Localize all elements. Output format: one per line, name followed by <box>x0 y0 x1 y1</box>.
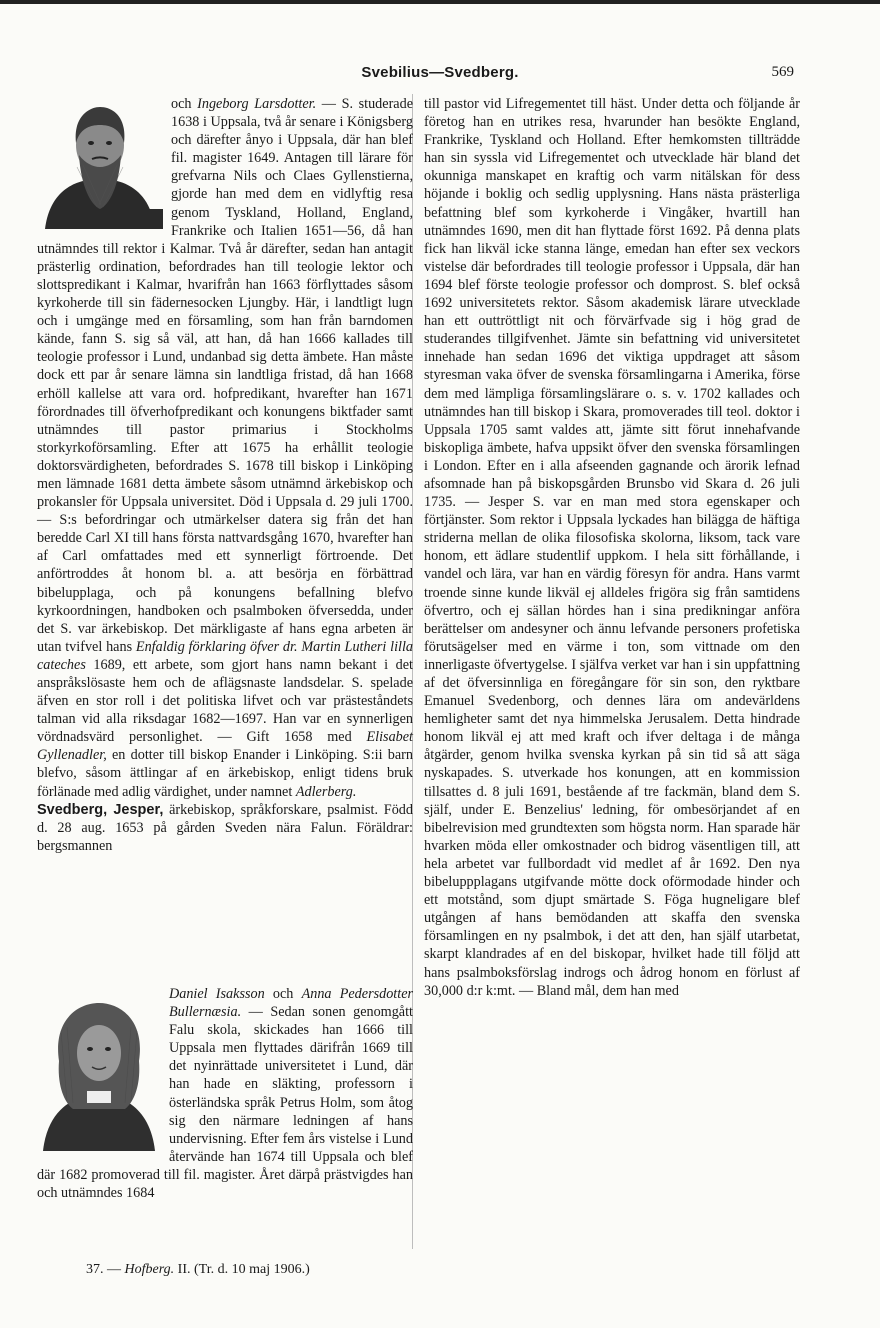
right-column-text: till pastor vid Lifregementet till häst. Under detta och följande år företog han en utrikes resa, hvarunder han besökte England, Frankrike, Tyskland och Holland. Efter hemkomsten tillträdde han sin syssla vid Lifregementet och utvecklade här bland det okunniga manskapet en kraftig och varm nitälskan för dess höjande i boklig och sedlig upplysning. Hans nästa prästerliga befattning blef som kyrkoherde i Vingåker, hvartill han utnämndes 1690, men dit han flyttade först 1692. På denna plats fick han likväl icke stanna länge, emedan han efter sex veckors vistelse där befordrades till teologie professor i Uppsala, där han 1694 blef förste teologie professor och domprost. S. blef också 1692 universitetets rektor. Såsom akademisk lärare utvecklade han ett outtröttligt nit och förvärfvade sig i hög grad de studerandes tillgifvenhet. Jämte sin befattning vid universitetet innehade han sedan 1696 det viktiga uppdraget att såsom styresman vaka öfver de svenska församlingarna i Amerika, förse dem med lämpliga församlingslärare o. s. v. 1702 kallades och utnämndes han till biskop i Skara, promoverades till teol. doktor i Uppsala 1705 samt valdes att, jämte sitt förut innehafvande biskopliga ämbete, hafva uppsikt öfver den svenska församlingen i London. Efter en i alla afseenden gagnande och ärorik lefnad afsomnade han på biskopsgården Brunsbo vid Skara d. 26 juli 1735. — Jesper S. var en man med stora egenskaper och förtjänster. Som rektor i Uppsala lyckades han bilägga de häftiga striderna mellan de olika filosofiska skolorna, liksom, tack vare honom, ett ädlare studentlif uppkom. I hela sitt förhållande, i vandel och lära, var han en värdig föresyn för andra. Hans varmt troende sinne kunde likväl ej alldeles frigöra sig från samtidens öfvertro, och ej sällan hördes han i sina predikningar anföra berättelser om andesyner och ännu lefvande personers profetiska förutsägelser med en värme i ton, som vittnade om den innerligaste öfvertygelse. I själfva verket var han i sin uppfattning af det öfversinnliga en föregångare för sin son, den ryktbare Emanuel Svedenborg, och dennes lära om andevärldens hemligheter samt det nya himmelska Jerusalem. Detta hindrade honom likväl ej att med kraft och ifver deltaga i de många åtgärder, genom hvilka svenska kyrkan på sin tid så att säga nyskapades. S. utverkade hos konungen, att en kommission tillsattes d. 8 juli 1691, bestående af tre fackmän, bland dem S. själf, under E. Benzelius' ledning, för ombesörjandet af en bibelrevision med grundtexten som högsta norm. Han sparade här hvarken möda eller omkostnader och bidrog väsentligen till, att hela arbetet var fullbordadt vid medlet af år 1692. Den nya bibeluppplagans utgifvande mötte dock oförmodade hinder och ett motstånd, som djupt smärtade S. Föga hugneligare blef utgången af hans bemödanden att skaffa den svenska församlingen en ny psalmbok, i det att den, han själf utarbetat, skarpt klandrades af en del biskopar, hvilket hade till följd att hans psalmboksförslag indrogs och ådrog honom en förlust af 30,000 d:r k:mt. — Bland mål, dem han med <box>424 96 800 999</box>
right-column <box>424 95 800 1000</box>
top-border-rule <box>0 0 880 4</box>
work-title: Enfaldig förklaring öfver dr. Martin Lutheri lilla cateches <box>37 638 414 673</box>
page-title: Svebilius—Svedberg. <box>361 64 519 81</box>
left-column <box>37 95 413 855</box>
name-elisabet: Elisabet Gyllenadler, <box>37 729 413 764</box>
name-ingeborg: Ingeborg Larsdotter. <box>197 96 317 112</box>
portrait-engraving-1-icon <box>37 97 163 229</box>
name-adlerberg: Adlerberg. <box>295 783 357 800</box>
portrait-engraving-2-icon <box>37 991 161 1151</box>
printer-signature: 37. — Hofberg. II. (Tr. d. 10 maj 1906.) <box>86 1262 310 1277</box>
entry-svedberg-text: Svedberg, Jesper, ärkebiskop, språkforskare, psalmist. Född d. 28 aug. 1653 på gården Sveden nära Falun. Föräldrar: bergsmannen <box>37 801 413 854</box>
page-number: 569 <box>771 64 794 80</box>
left-column-lower <box>37 985 413 1202</box>
entry-svebilius-text: och Ingeborg Larsdotter. — S. studerade 1638 i Uppsala, två år senare i Königsberg och därefter ånyo i Uppsala, där han blef fil. magister 1649. Antagen till lärare för grefvarna Nils och Claes Gyllenstierna, gjorde han med dem en vidlyftig resa genom Tyskland, Holland, England, Frankrike och Italien 1651—56, då han utnämndes till rektor i Kalmar. Två år därefter, sedan han antagit prästerlig ordination, befordrades han till teologie lektor och slottspredikant i Kalmar, hvarifrån han 1663 förflyttades såsom kyrkoherde till sin fädernesocken Ljungby. Här, i landtligt lugn och i umgänge med en församling, som han från barndomen kände, fann S. sig så väl, att han, då han 1666 kallades till teologie professor i Lund, undanbad sig detta ämbete. Han måste dock ett par år senare lämna sin landtliga fristad, då han 1668 erhöll kallelse att vara ord. hofpredikant, hvarefter han 1671 förordnades till öfverhofpredikant och konungens biktfader samt utnämndes till pastor primarius i Stockholms storkyrkoförsamling. Efter att 1675 ha erhållit teologie doktorsvärdigheten, befordrades S. 1678 till biskop i Linköping men lämnade 1681 detta ämbete såsom utnämnd ärkebiskop och prokansler för Uppsala universitet. Död i Uppsala d. 29 juli 1700. — S:s befordringar och utmärkelser datera sig från det han beredde Carl XI till hans första nattvardsgång 1670, hvarefter han af Carl omfattades med ett synnerligt förtroende. Det anförtroddes åt honom bl. a. att besörja en förbättrad bibelupplaga, och på konungens befallning blefvo kyrkoordningen, handboken och psalmboken öfversedda, under det S. var ärkebiskop. Det märkligaste af hans egna arbeten är utan tvifvel hans Enfaldig förklaring öfver dr. Martin Lutheri lilla cateches 1689, ett arbete, som gjort hans namn bekant i det anspråkslösaste hem och de aflägsnaste landsdelar. S. spelade äfven en stor roll i det politiska lifvet och var prästeståndets talman vid alla riksdagar 1682—1697. Han var en synnerligen vördnadsvärd personlighet. — Gift 1658 med Elisabet Gyllenadler, en dotter till biskop Enander i Linköping. S:ii barn blefvo, såsom ättlingar af en ärkebiskop, enligt tidens bruk förlänade med adlig värdighet, under namnet Adlerberg. <box>37 96 414 800</box>
name-anna-pedersdotter: Anna Pedersdotter Bullernæsia. <box>169 986 414 1021</box>
entry-svedberg-continued: Daniel Isaksson och Anna Pedersdotter Bullernæsia. — Sedan sonen genomgått Falu skola, skickades han 1666 till Uppsala men flyttades därifrån 1669 till det nyinrättade universitetet i Lund, där han hade en släkting, professorn i österländska språk Petrus Holm, som åtog sig den närmare ledningen af hans undervisning. Efter fem års vistelse i Lund återvände han 1674 till Uppsala och blef där 1682 promoverad till fil. magister. Året därpå prästvigdes han och utnämndes 1684 <box>37 986 414 1202</box>
name-daniel-isaksson: Daniel Isaksson <box>169 986 265 1002</box>
entry-heading-svedberg: Svedberg, Jesper, <box>37 801 164 818</box>
